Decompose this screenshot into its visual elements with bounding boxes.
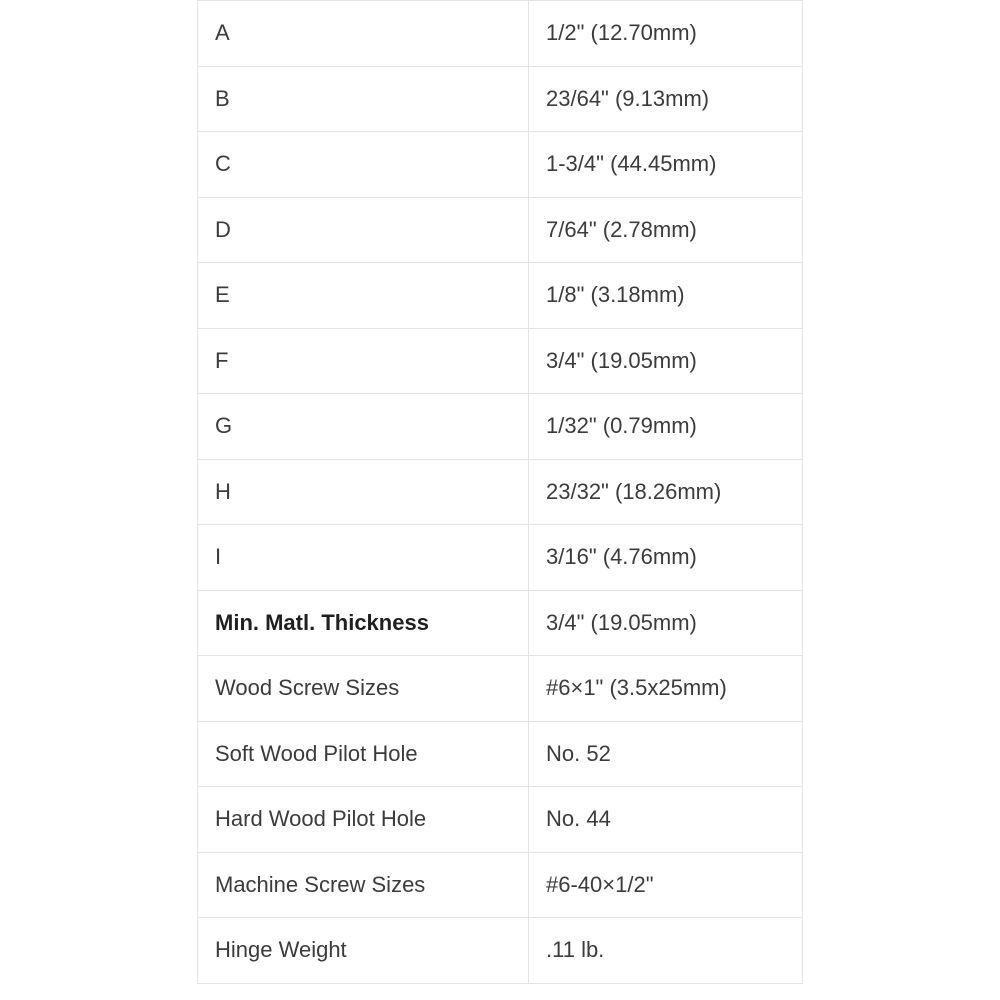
row-label: C [198, 132, 529, 198]
table-row [198, 328, 803, 394]
row-value: 3/4" (19.05mm) [529, 590, 803, 656]
table-row [198, 852, 803, 918]
table-row [198, 394, 803, 460]
row-value: 23/32" (18.26mm) [529, 459, 803, 525]
row-label: Min. Matl. Thickness [198, 590, 529, 656]
row-value: 1/32" (0.79mm) [529, 394, 803, 460]
row-label: F [198, 328, 529, 394]
spec-table [197, 0, 803, 984]
table-row [198, 1, 803, 67]
row-value: No. 52 [529, 721, 803, 787]
table-row [198, 263, 803, 329]
table-row [198, 656, 803, 722]
row-label: G [198, 394, 529, 460]
row-value: 3/16" (4.76mm) [529, 525, 803, 591]
row-label: D [198, 197, 529, 263]
row-value: 1/2" (12.70mm) [529, 1, 803, 67]
table-row [198, 918, 803, 984]
row-label: H [198, 459, 529, 525]
table-row [198, 66, 803, 132]
table-row [198, 721, 803, 787]
row-value: .11 lb. [529, 918, 803, 984]
table-row [198, 525, 803, 591]
table-row [198, 197, 803, 263]
table-row [198, 459, 803, 525]
row-label: Machine Screw Sizes [198, 852, 529, 918]
row-label: Hard Wood Pilot Hole [198, 787, 529, 853]
table-row [198, 787, 803, 853]
row-value: 7/64" (2.78mm) [529, 197, 803, 263]
row-value: #6×1" (3.5x25mm) [529, 656, 803, 722]
row-value: No. 44 [529, 787, 803, 853]
table-row [198, 590, 803, 656]
row-label: Hinge Weight [198, 918, 529, 984]
row-label: Wood Screw Sizes [198, 656, 529, 722]
table-row [198, 132, 803, 198]
spec-table-body [198, 1, 803, 984]
row-label: Soft Wood Pilot Hole [198, 721, 529, 787]
row-label: E [198, 263, 529, 329]
row-value: 23/64" (9.13mm) [529, 66, 803, 132]
row-label: I [198, 525, 529, 591]
row-value: #6-40×1/2" [529, 852, 803, 918]
row-label: A [198, 1, 529, 67]
row-value: 1/8" (3.18mm) [529, 263, 803, 329]
row-label: B [198, 66, 529, 132]
row-value: 3/4" (19.05mm) [529, 328, 803, 394]
row-value: 1-3/4" (44.45mm) [529, 132, 803, 198]
